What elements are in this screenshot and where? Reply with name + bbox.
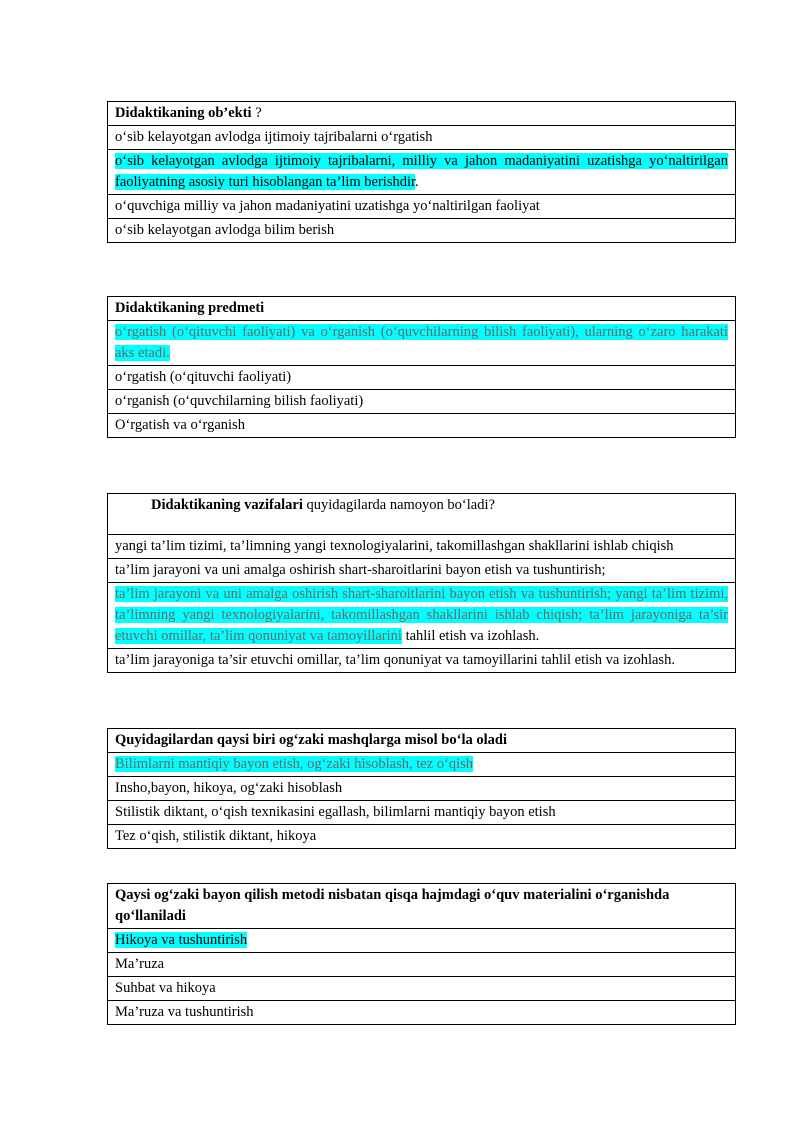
question-4-answer-3: Stilistik diktant, o‘qish texnikasini egallash, bilimlarni mantiqiy bayon etish — [108, 801, 736, 825]
question-3-table — [107, 493, 736, 673]
question-4-table — [107, 728, 736, 849]
question-2-title: Didaktikaning predmeti — [108, 297, 736, 321]
question-1-answer-1: o‘sib kelayotgan avlodga ijtimoiy tajribalarni o‘rgatish — [108, 126, 736, 150]
question-1-answer-4: o‘sib kelayotgan avlodga bilim berish — [108, 219, 736, 243]
question-4-title: Quyidagilardan qaysi biri og‘zaki mashqlarga misol bo‘la oladi — [108, 729, 736, 753]
question-4-answer-4: Tez o‘qish, stilistik diktant, hikoya — [108, 825, 736, 849]
question-1-table — [107, 101, 736, 243]
question-3-title: Didaktikaning vazifalari quyidagilarda namoyon bo‘ladi? — [108, 494, 736, 535]
question-1-answer-3: o‘quvchiga milliy va jahon madaniyatini uzatishga yo‘naltirilgan faoliyat — [108, 195, 736, 219]
question-5-answer-1-correct: Hikoya va tushuntirish — [108, 929, 736, 953]
question-3-answer-3-correct: ta’lim jarayoni va uni amalga oshirish shart-sharoitlarini bayon etish va tushuntirish; yangi ta’lim tizimi, ta’limning yangi texnologiyalarini, takomillashgan shakllarini ishlab chiqish; ta’lim jarayoniga ta’sir etuvchi omillar, ta’lim qonuniyat va tamoyillarini tahlil etish va izohlash. — [108, 583, 736, 649]
question-5-answer-4: Ma’ruza va tushuntirish — [108, 1001, 736, 1025]
question-1-title: Didaktikaning ob’ekti ? — [108, 102, 736, 126]
question-4-answer-2: Insho,bayon, hikoya, og‘zaki hisoblash — [108, 777, 736, 801]
question-2-table — [107, 296, 736, 438]
question-5-answer-3: Suhbat va hikoya — [108, 977, 736, 1001]
question-3-answer-1: yangi ta’lim tizimi, ta’limning yangi texnologiyalarini, takomillashgan shakllarini ishlab chiqish — [108, 535, 736, 559]
question-3-answer-4: ta’lim jarayoniga ta’sir etuvchi omillar, ta’lim qonuniyat va tamoyillarini tahlil etish va izohlash. — [108, 649, 736, 673]
question-5-table — [107, 883, 736, 1025]
question-2-answer-2: o‘rgatish (o‘qituvchi faoliyati) — [108, 366, 736, 390]
question-5-answer-2: Ma’ruza — [108, 953, 736, 977]
question-4-answer-1-correct: Bilimlarni mantiqiy bayon etish, og‘zaki hisoblash, tez o‘qish — [108, 753, 736, 777]
question-3-answer-2: ta’lim jarayoni va uni amalga oshirish shart-sharoitlarini bayon etish va tushuntirish; — [108, 559, 736, 583]
question-2-answer-3: o‘rganish (o‘quvchilarning bilish faoliyati) — [108, 390, 736, 414]
question-2-answer-1-correct: o‘rgatish (o‘qituvchi faoliyati) va o‘rganish (o‘quvchilarning bilish faoliyati), ularning o‘zaro harakati aks etadi. — [108, 321, 736, 366]
question-5-title: Qaysi og‘zaki bayon qilish metodi nisbatan qisqa hajmdagi o‘quv materialini o‘rganishda qo‘llaniladi — [108, 884, 736, 929]
question-1-answer-2-correct: o‘sib kelayotgan avlodga ijtimoiy tajribalarni, milliy va jahon madaniyatini uzatishga yo‘naltirilgan faoliyatning asosiy turi hisoblangan ta’lim berishdir. — [108, 150, 736, 195]
question-2-answer-4: O‘rgatish va o‘rganish — [108, 414, 736, 438]
